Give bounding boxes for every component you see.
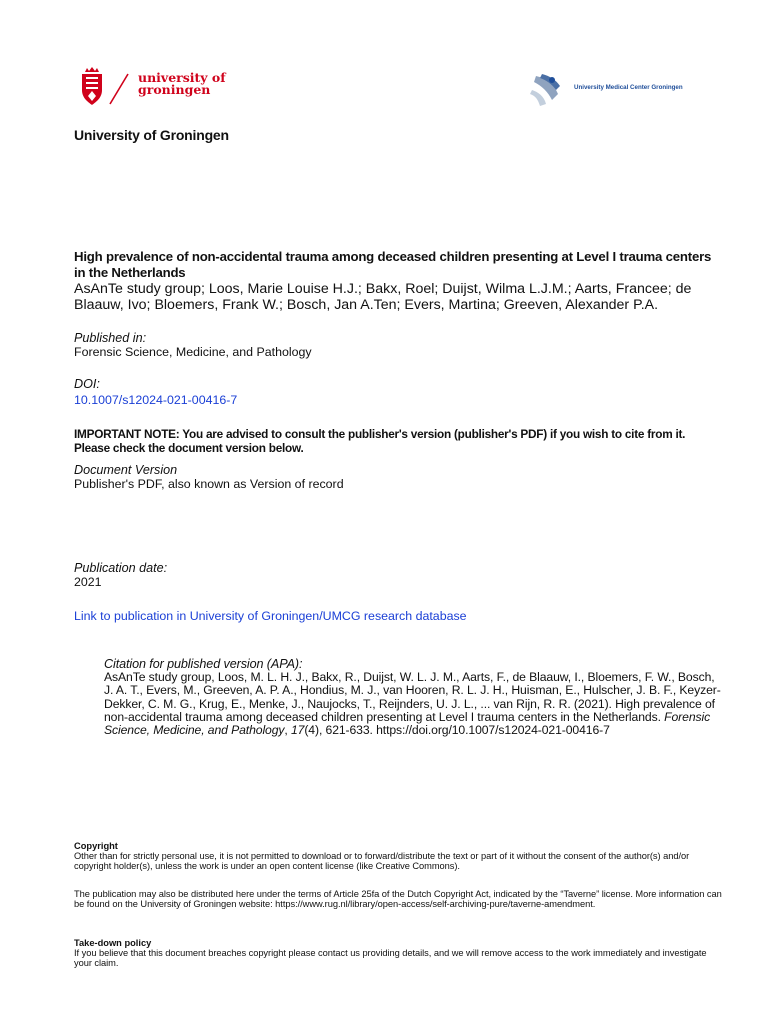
document-version-value: Publisher's PDF, also known as Version of record — [74, 477, 344, 491]
citation-url: https://doi.org/10.1007/s12024-021-00416-7 — [376, 723, 610, 738]
publication-date-label: Publication date: — [74, 561, 168, 575]
important-note: IMPORTANT NOTE: You are advised to consult the publisher's version (publisher's PDF) if you wish to cite from it. Please check the document version below. — [74, 427, 686, 455]
doi-link[interactable]: 10.1007/s12024-021-00416-7 — [74, 393, 238, 407]
umcg-emblem-icon — [528, 70, 568, 110]
takedown-block — [74, 938, 724, 969]
takedown-text: If you believe that this document breaches copyright please contact us providing details, and we will remove access to the work immediately and investigate your claim. — [74, 948, 707, 969]
publication-date-block — [74, 561, 167, 589]
citation-block — [104, 657, 722, 737]
doi-label: DOI: — [74, 377, 100, 391]
university-of-groningen-logo — [78, 66, 228, 110]
document-version-block — [74, 463, 344, 491]
taverne-text: The publication may also be distributed here under the terms of Article 25fa of the Dutch Copyright Act, indicated by the “Taverne” license. More information can be found on the University of Groningen website: https://www.rug.nl/library/open-access/self-archiving-pure/taverne-amendment. — [74, 889, 722, 910]
doi-block — [74, 377, 237, 409]
published-in-value: Forensic Science, Medicine, and Pathology — [74, 345, 312, 359]
takedown-heading: Take-down policy — [74, 938, 152, 948]
rug-wordmark — [138, 72, 226, 96]
rug-wordmark-line2: groningen — [138, 82, 211, 97]
copyright-heading: Copyright — [74, 841, 118, 851]
umcg-wordmark: University Medical Center Groningen — [574, 84, 683, 91]
publication-database-link[interactable]: Link to publication in University of Groningen/UMCG research database — [74, 609, 467, 623]
document-version-label: Document Version — [74, 463, 178, 477]
copyright-text: Other than for strictly personal use, it is not permitted to download or to forward/distribute the text or part of it without the consent of the author(s) and/or copyright holder(s), unless the work is under an open content license (like Creative Commons). — [74, 851, 690, 872]
citation-text: AsAnTe study group, Loos, M. L. H. J., Bakx, R., Duijst, W. L. J. M., Aarts, F., de Blaauw, I., Bloemers, F. W., Bosch, J. A. T., Evers, M., Greeven, A. P. A., Hondius, M. J., van Hooren, R. L. J. H., Huisman, E., Hulscher, J. B. F., Keyzer-Dekker, C. M. G., Krug, E., Menke, J., Naujocks, T., Reijnders, U. J. L., ... van Rijn, R. R. (2021). High prevalence of non-accidental trauma among deceased children presenting at Level I trauma centers in the Netherlands. Forensic Science, Medicine, and Pathology, 17(4), 621-633. https://doi.org/10.1007/s12024-021-00416-7 — [104, 670, 721, 738]
groningen-crest-icon — [78, 66, 106, 106]
citation-journal: Forensic Science, Medicine, and Pathology — [104, 709, 711, 738]
logo-divider-icon — [106, 72, 132, 106]
citation-label: Citation for published version (APA): — [104, 657, 303, 671]
paper-authors: AsAnTe study group; Loos, Marie Louise H.J.; Bakx, Roel; Duijst, Wilma L.J.M.; Aarts, Francee; de Blaauw, Ivo; Bloemers, Frank W.; Bosch, Jan A.Ten; Evers, Martina; Greeven, Alexander P.A. — [74, 281, 692, 313]
citation-main: AsAnTe study group, Loos, M. L. H. J., Bakx, R., Duijst, W. L. J. M., Aarts, F., de Blaauw, I., Bloemers, F. W., Bosch, J. A. T., Evers, M., Greeven, A. P. A., Hondius, M. J., van Hooren, R. L. J. H., Huisman, E., Hulscher, J. B. F., Keyzer-Dekker, C. M. G., Krug, E., Menke, J., Naujocks, T., Reijnders, U. J. L., ... van Rijn, R. R. (2021). High prevalence of non-accidental trauma among deceased children presenting at Level I trauma centers in the Netherlands. — [104, 670, 721, 724]
copyright-block — [74, 841, 724, 872]
published-in-block — [74, 331, 312, 359]
umcg-logo — [528, 70, 703, 110]
citation-issue-pages: (4), 621-633. — [304, 723, 373, 738]
citation-volume: 17 — [290, 723, 305, 738]
published-in-label: Published in: — [74, 331, 147, 345]
publication-date-value: 2021 — [74, 575, 102, 589]
institution-name: University of Groningen — [74, 127, 229, 143]
paper-title: High prevalence of non-accidental trauma among deceased children presenting at Level I trauma centers in the Netherlands — [74, 249, 712, 280]
rug-wordmark-line1: university of — [138, 70, 226, 85]
